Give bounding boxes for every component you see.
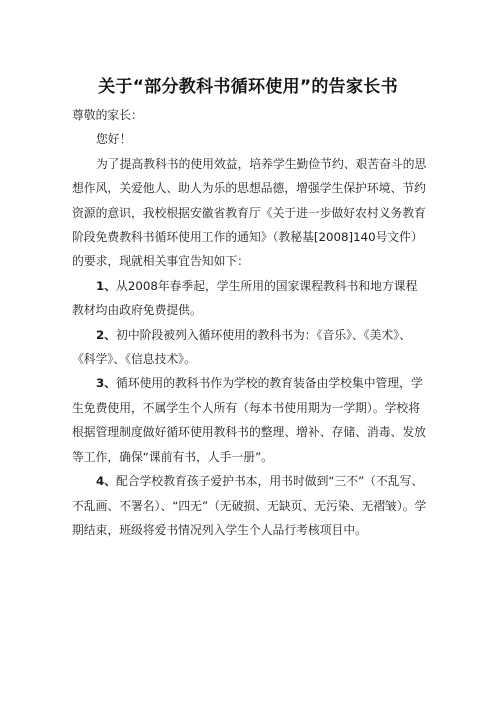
intro-paragraph: 为了提高教科书的使用效益，培养学生勤俭节约、艰苦奋斗的思想作风，关爱他人、助人为乐的思想品德，增强学生保护环境、节约资源的意识，我校根据安徽省教育厅《关于进一步做好农村义务教育阶段免费教科书循环使用工作的通知》（教秘基[2008]140号文件）的要求，现就相关事宜告知如下： xyxy=(72,156,427,269)
list-item-4 xyxy=(72,469,428,542)
list-item-1 xyxy=(72,274,428,323)
list-item-text: 从2008年春季起，学生所用的国家课程教科书和地方课程教材均由政府免费提供。 xyxy=(72,278,418,318)
list-item-number: 2、 xyxy=(96,327,117,342)
salutation: 尊敬的家长： xyxy=(72,108,143,122)
list-item-2 xyxy=(72,323,428,372)
list-item-number: 3、 xyxy=(96,376,117,391)
list-item-3 xyxy=(72,371,428,469)
list-item-text: 配合学校教育孩子爱护书本，用书时做到“三不”（不乱写、不乱画、不署名）、“四无”（无破损、无缺页、无污染、无褶皱）。学期结束，班级将爱书情况列入学生个人品行考核项目中。 xyxy=(72,474,427,537)
document-title: 关于“部分教科书循环使用”的告家长书 xyxy=(98,77,398,97)
document-body xyxy=(72,103,428,542)
list-item-text: 循环使用的教科书作为学校的教育装备由学校集中管理，学生免费使用，不属学生个人所有（每本书使用期为一学期）。学校将根据管理制度做好循环使用教科书的整理、增补、存储、消毒、发放等工作，确保“课前有书，人手一册”。 xyxy=(72,376,426,464)
greeting: 您好！ xyxy=(96,132,132,147)
list-item-text: 初中阶段被列入循环使用的教科书为：《音乐》、《美术》、《科学》、《信息技术》。 xyxy=(72,327,411,367)
list-item-number: 1、 xyxy=(96,278,117,293)
list-item-number: 4、 xyxy=(96,474,117,489)
